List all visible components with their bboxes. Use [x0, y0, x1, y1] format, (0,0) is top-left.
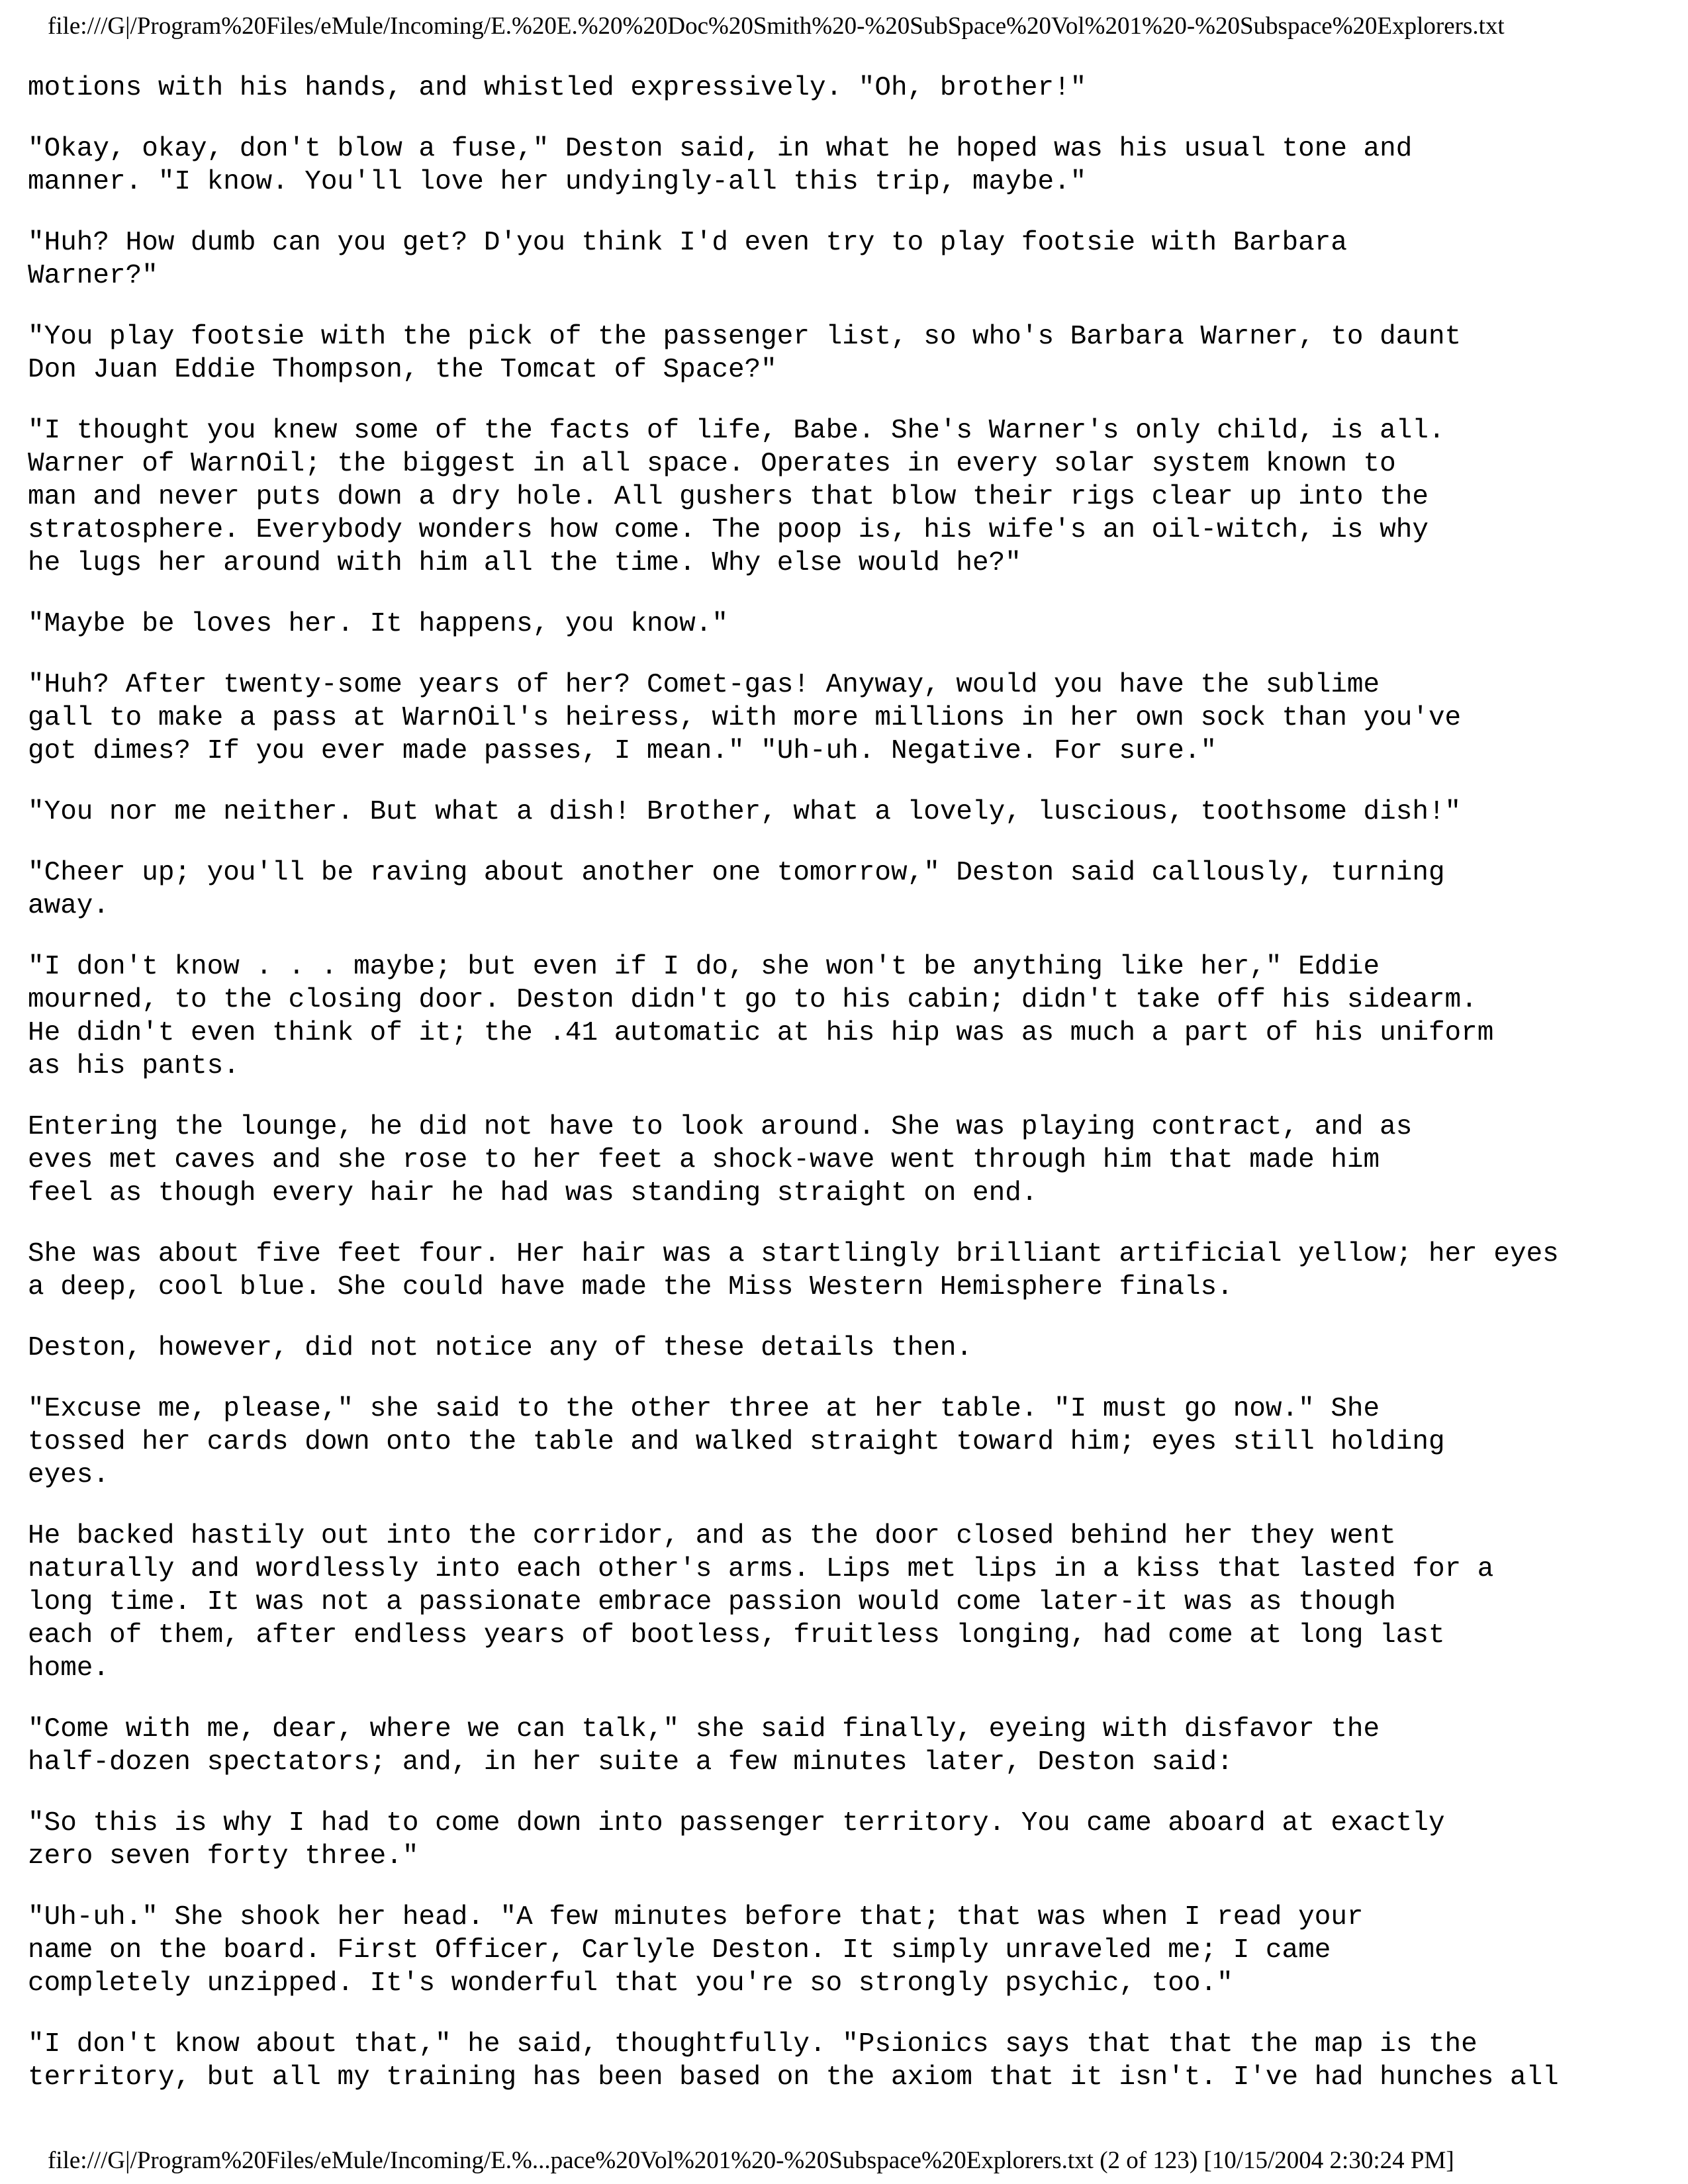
- paragraph: Entering the lounge, he did not have to look around. She was playing contract, and as eves met caves and she rose to her feet a shock-wave went through him that made him feel as though every hair he had was standing straight on end.: [28, 1112, 1413, 1208]
- paragraph: Deston, however, did not notice any of these details then.: [28, 1333, 973, 1363]
- paragraph: "I don't know . . . maybe; but even if I do, she won't be anything like her," Eddie mourned, to the closing door. Deston didn't go to his cabin; didn't take off his sidearm. He didn't even think of it; the .41 automatic at his hip was as much a part of his uniform as his pants.: [28, 952, 1494, 1081]
- paragraph: "I thought you knew some of the facts of life, Babe. She's Warner's only child, is all. Warner of WarnOil; the biggest in all space. Operates in every solar system known to man and never puts down a dry hole. All gushers that blow their rigs clear up into the stratosphere. Everybody wonders how come. The poop is, his wife's an oil-witch, is why he lugs her around with him all the time. Why else would he?": [28, 416, 1445, 578]
- page-footer-path: file:///G|/Program%20Files/eMule/Incoming/E.%...pace%20Vol%201%20-%20Subspace%20Explorers.txt (2 of 123) [10/15/2004 2:30:24 PM]: [48, 2147, 1454, 2174]
- paragraph: "Okay, okay, don't blow a fuse," Deston said, in what he hoped was his usual tone and manner. "I know. You'll love her undyingly-all this trip, maybe.": [28, 134, 1413, 197]
- page-header-path: file:///G|/Program%20Files/eMule/Incoming/E.%20E.%20%20Doc%20Smith%20-%20SubSpace%20Vol%201%20-%20Subspace%20Explorers.txt: [48, 13, 1505, 40]
- paragraph: "Come with me, dear, where we can talk," she said finally, eyeing with disfavor the half-dozen spectators; and, in her suite a few minutes later, Deston said:: [28, 1714, 1380, 1778]
- paragraph: "I don't know about that," he said, thoughtfully. "Psionics says that that the map is the territory, but all my training has been based on the axiom that it isn't. I've had hunches all: [28, 2029, 1559, 2093]
- paragraph: She was about five feet four. Her hair was a startlingly brilliant artificial yellow; her eyes a deep, cool blue. She could have made the Miss Western Hemisphere finals.: [28, 1239, 1559, 1302]
- paragraph: "You nor me neither. But what a dish! Brother, what a lovely, luscious, toothsome dish!": [28, 797, 1462, 827]
- paragraph: He backed hastily out into the corridor, and as the door closed behind her they went naturally and wordlessly into each other's arms. Lips met lips in a kiss that lasted for a long time. It was not a passionate embrace passion would come later-it was as though each of them, after endless years of bootless, fruitless longing, had come at long last home.: [28, 1521, 1494, 1684]
- paragraph: "Huh? How dumb can you get? D'you think I'd even try to play footsie with Barbara Warner?": [28, 228, 1347, 291]
- paragraph: "You play footsie with the pick of the passenger list, so who's Barbara Warner, to daunt Don Juan Eddie Thompson, the Tomcat of Space?": [28, 322, 1462, 385]
- paragraph: "Cheer up; you'll be raving about another one tomorrow," Deston said callously, turning away.: [28, 858, 1445, 921]
- paragraph: "So this is why I had to come down into passenger territory. You came aboard at exactly zero seven forty three.": [28, 1808, 1445, 1872]
- paragraph: "Huh? After twenty-some years of her? Comet-gas! Anyway, would you have the sublime gall to make a pass at WarnOil's heiress, with more millions in her own sock than you've got dimes? If you ever made passes, I mean." "Uh-uh. Negative. For sure.": [28, 670, 1462, 766]
- paragraph: "Excuse me, please," she said to the other three at her table. "I must go now." She tossed her cards down onto the table and walked straight toward him; eyes still holding eyes.: [28, 1394, 1445, 1490]
- paragraph: motions with his hands, and whistled expressively. "Oh, brother!": [28, 73, 1087, 103]
- document-body: [28, 71, 1669, 2122]
- paragraph: "Uh-uh." She shook her head. "A few minutes before that; that was when I read your name on the board. First Officer, Carlyle Deston. It simply unraveled me; I came completely unzipped. It's wonderful that you're so strongly psychic, too.": [28, 1902, 1364, 1999]
- paragraph: "Maybe be loves her. It happens, you know.": [28, 609, 728, 639]
